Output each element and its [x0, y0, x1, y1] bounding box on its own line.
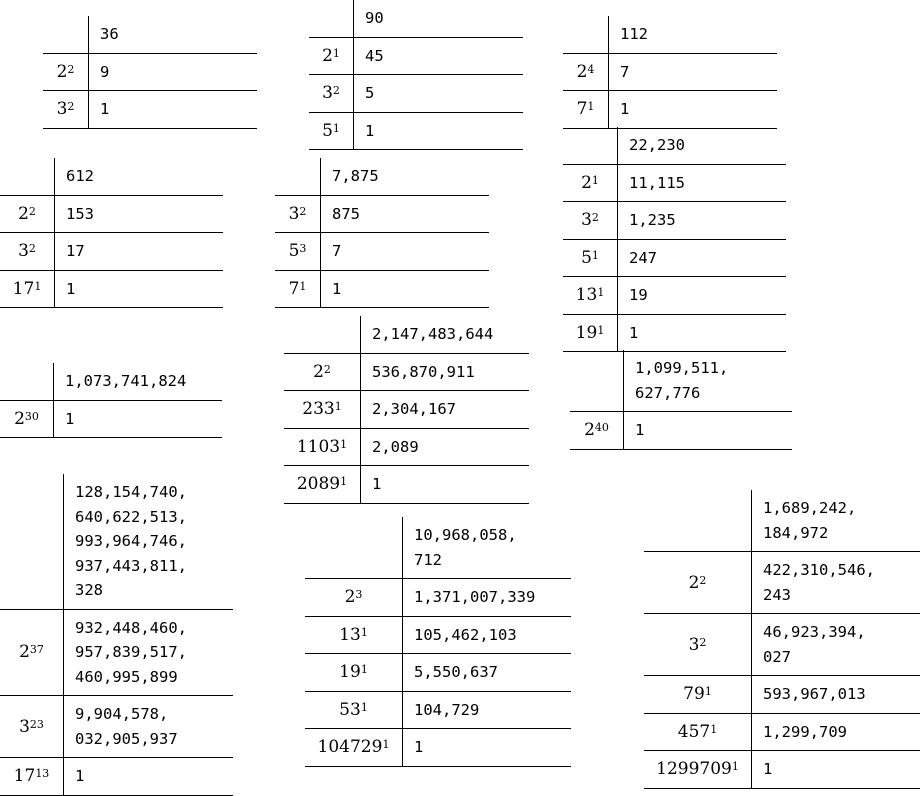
quotient-cell: [321, 233, 489, 270]
value-line: 1: [66, 279, 76, 298]
prime-base: 1299709: [656, 759, 732, 780]
value-line: 932,448,460,: [75, 618, 187, 637]
factor-table-10968058712: [305, 517, 571, 767]
prime-base: 53: [339, 699, 361, 720]
factor-row: [563, 164, 786, 202]
quotient-cell: [403, 692, 571, 729]
prime-base: 17: [13, 766, 36, 787]
quotient-cell: [55, 196, 223, 233]
value-line-cont: 184,972: [763, 523, 829, 542]
empty-factor-cell: [309, 0, 354, 37]
quotient-cell: [361, 354, 529, 391]
number-cell: [55, 158, 223, 195]
prime-power: 457 $^1$: [644, 714, 752, 751]
factor-row: [563, 276, 786, 314]
factor-row: [0, 609, 233, 696]
quotient-cell: [64, 758, 233, 795]
value-line-cont: 627,776: [635, 383, 701, 402]
prime-power: 2 $^1$: [563, 165, 618, 202]
value-line-cont: 993,964,746,: [75, 532, 187, 550]
quotient-cell: [55, 271, 223, 308]
quotient-cell: [609, 91, 777, 128]
factor-row: [0, 195, 223, 233]
prime-base: 19: [575, 322, 598, 343]
prime-base: 19: [339, 662, 361, 683]
empty-factor-cell: [305, 517, 403, 578]
value-line: 19: [629, 286, 648, 304]
quotient-cell: [609, 54, 777, 91]
prime-power: 2 $^3$: [305, 579, 403, 616]
value-line: 247: [629, 248, 657, 267]
value-line: 536,870,911: [372, 362, 475, 381]
factor-table-2147483644: [284, 316, 529, 504]
factor-row: [563, 239, 786, 277]
factor-row: [275, 195, 489, 233]
empty-factor-cell: [284, 316, 361, 353]
value-line: 17: [66, 242, 85, 260]
factor-table-2pow40: [570, 350, 792, 450]
prime-power: 79 $^1$: [644, 676, 752, 713]
number-cell: [361, 316, 529, 353]
header-row: [0, 363, 222, 400]
value-line-cont: 712: [414, 550, 442, 569]
prime-base: 3: [288, 203, 300, 224]
value-line-cont: 032,905,937: [75, 729, 178, 748]
value-line: 1,099,511,: [635, 359, 729, 377]
factor-table-22230: [563, 127, 786, 352]
value-line: 45: [365, 46, 384, 65]
factor-row: [305, 578, 571, 616]
prime-base: 13: [339, 624, 361, 645]
value-line: 90: [365, 9, 384, 27]
value-line: 1,073,741,824: [65, 372, 187, 390]
factor-row: [644, 713, 920, 751]
prime-base: 2089: [296, 474, 341, 495]
empty-factor-cell: [275, 158, 321, 195]
factor-row: [563, 314, 786, 353]
factor-table-7875: [275, 158, 489, 308]
prime-power: 233 $^1$: [284, 391, 361, 428]
quotient-cell: [361, 466, 529, 503]
prime-base: 2: [18, 203, 29, 224]
value-line: 128,154,740,: [75, 483, 187, 501]
value-line-cont: 243: [763, 585, 791, 604]
prime-base: 5: [288, 241, 300, 262]
value-line: 10,968,058,: [414, 526, 517, 544]
prime-base: 7: [576, 99, 588, 120]
prime-base: 2: [19, 642, 30, 663]
prime-power: 3 $^2$: [563, 202, 618, 239]
prime-power: 3 $^2$: [309, 75, 354, 112]
prime-base: 2: [56, 61, 68, 82]
number-cell: [64, 474, 233, 609]
prime-power: 2089 $^1$: [284, 466, 361, 503]
prime-power: 2 $^{30}$: [0, 401, 54, 438]
factor-row: [570, 411, 792, 450]
number-cell: [54, 363, 222, 400]
quotient-cell: [618, 165, 786, 202]
factor-row: [0, 757, 233, 796]
factor-row: [309, 74, 523, 112]
prime-power: 2 $^2$: [644, 552, 752, 613]
value-line-cont: 640,622,513,: [75, 507, 187, 526]
value-line: 22,230: [629, 136, 685, 154]
value-line-cont: 460,995,899: [75, 667, 178, 686]
value-line: 46,923,394,: [763, 623, 866, 641]
value-line: 153: [66, 204, 94, 223]
value-line: 1,371,007,339: [414, 588, 536, 606]
value-line: 105,462,103: [414, 625, 517, 644]
quotient-cell: [354, 75, 523, 112]
prime-base: 2: [581, 172, 592, 193]
factor-row: [305, 691, 571, 729]
quotient-cell: [403, 579, 571, 616]
factor-row: [563, 201, 786, 239]
prime-base: 2: [14, 408, 25, 429]
value-line: 1: [635, 421, 645, 439]
factor-row: [43, 90, 257, 129]
value-line: 9: [100, 62, 110, 81]
value-line-cont: 027: [763, 647, 791, 666]
prime-base: 3: [18, 241, 29, 262]
value-line: 7,875: [332, 167, 379, 185]
prime-power: 3 $^2$: [43, 91, 89, 128]
number-cell: [354, 0, 523, 37]
value-line: 1,299,709: [763, 722, 847, 741]
quotient-cell: [321, 271, 489, 308]
prime-power: 5 $^1$: [309, 113, 354, 150]
prime-base: 7: [288, 278, 300, 299]
quotient-cell: [54, 401, 222, 438]
quotient-cell: [403, 729, 571, 766]
number-cell: [752, 490, 920, 551]
quotient-cell: [55, 233, 223, 270]
header-row: [644, 490, 920, 551]
factor-row: [0, 270, 223, 309]
factor-row: [644, 551, 920, 613]
quotient-cell: [321, 196, 489, 233]
prime-power: 7 $^1$: [275, 271, 321, 308]
value-line-cont: 937,443,811,: [75, 556, 187, 575]
quotient-cell: [618, 240, 786, 277]
prime-base: 5: [322, 120, 333, 141]
value-line: 11,115: [629, 173, 685, 192]
factor-row: [644, 750, 920, 789]
prime-power: 2 $^2$: [284, 354, 361, 391]
value-line: 2,147,483,644: [372, 325, 494, 343]
factor-row: [275, 232, 489, 270]
prime-base: 2: [344, 587, 356, 608]
value-line: 1: [75, 767, 85, 785]
prime-power: 3 $^2$: [0, 233, 55, 270]
value-line: 1: [620, 100, 630, 118]
prime-base: 3: [19, 716, 30, 737]
factor-table-90: [309, 0, 523, 150]
quotient-cell: [354, 38, 523, 75]
prime-base: 17: [12, 278, 35, 299]
prime-base: 2: [322, 45, 333, 66]
prime-power: 104729 $^1$: [305, 729, 403, 766]
value-line: 1: [332, 279, 342, 298]
number-cell: [609, 16, 777, 53]
prime-base: 1103: [296, 436, 341, 457]
prime-power: 13 $^1$: [305, 617, 403, 654]
factor-table-1689242184972: [644, 490, 920, 789]
factor-row: [0, 400, 222, 439]
prime-power: 5 $^1$: [563, 240, 618, 277]
quotient-cell: [89, 91, 257, 128]
header-row: [570, 350, 792, 411]
value-line: 2,304,167: [372, 400, 456, 418]
prime-power: 7 $^1$: [563, 91, 609, 128]
value-line: 9,904,578,: [75, 705, 169, 723]
header-row: [0, 158, 223, 195]
empty-factor-cell: [563, 16, 609, 53]
quotient-cell: [354, 113, 523, 150]
empty-factor-cell: [563, 127, 618, 164]
prime-base: 457: [677, 721, 711, 742]
empty-factor-cell: [644, 490, 752, 551]
value-line: 593,967,013: [763, 685, 866, 703]
header-row: [43, 16, 257, 53]
factor-row: [0, 695, 233, 757]
prime-power: 17 $^{13}$: [0, 758, 64, 795]
factor-table-128154740: [0, 474, 233, 796]
value-line: 104,729: [414, 700, 480, 719]
value-line-cont: 957,839,517,: [75, 643, 187, 661]
prime-power: 13 $^1$: [563, 277, 618, 314]
empty-factor-cell: [0, 158, 55, 195]
number-cell: [89, 16, 257, 53]
number-cell: [624, 350, 792, 411]
prime-power: 3 $^2$: [644, 614, 752, 675]
prime-power: 1103 $^1$: [284, 429, 361, 466]
factor-row: [644, 613, 920, 675]
value-line: 5,550,637: [414, 663, 498, 681]
prime-power: 2 $^4$: [563, 54, 609, 91]
quotient-cell: [361, 429, 529, 466]
factor-row: [284, 390, 529, 428]
value-line: 2,089: [372, 437, 419, 456]
factor-row: [284, 353, 529, 391]
quotient-cell: [752, 676, 920, 713]
prime-power: 2 $^1$: [309, 38, 354, 75]
prime-base: 79: [683, 684, 705, 705]
value-line: 1: [763, 760, 773, 778]
quotient-cell: [403, 654, 571, 691]
prime-base: 5: [581, 247, 592, 268]
header-row: [563, 16, 777, 53]
quotient-cell: [64, 696, 233, 757]
number-cell: [321, 158, 489, 195]
header-row: [309, 0, 523, 37]
prime-power: 5 $^3$: [275, 233, 321, 270]
quotient-cell: [752, 614, 920, 675]
quotient-cell: [752, 714, 920, 751]
prime-power: 3 $^2$: [275, 196, 321, 233]
factor-table-2pow30: [0, 363, 222, 438]
number-cell: [618, 127, 786, 164]
prime-power: 53 $^1$: [305, 692, 403, 729]
prime-power: 2 $^2$: [0, 196, 55, 233]
empty-factor-cell: [0, 474, 64, 609]
empty-factor-cell: [43, 16, 89, 53]
factor-row: [309, 112, 523, 151]
factor-row: [563, 53, 777, 91]
factor-row: [305, 616, 571, 654]
prime-power: 19 $^1$: [563, 315, 618, 352]
factor-table-36: [43, 16, 257, 129]
value-line: 422,310,546,: [763, 561, 875, 579]
value-line: 1: [414, 738, 424, 756]
prime-base: 233: [302, 399, 335, 420]
header-row: [305, 517, 571, 578]
quotient-cell: [361, 391, 529, 428]
empty-factor-cell: [570, 350, 624, 411]
header-row: [0, 474, 233, 609]
value-line: 1,689,242,: [763, 499, 857, 517]
prime-base: 3: [581, 210, 592, 231]
value-line: 7: [332, 242, 342, 260]
header-row: [275, 158, 489, 195]
quotient-cell: [618, 277, 786, 314]
quotient-cell: [752, 552, 920, 613]
number-cell: [403, 517, 571, 578]
factor-row: [644, 675, 920, 713]
factor-table-112: [563, 16, 777, 129]
prime-base: 2: [688, 572, 700, 593]
quotient-cell: [618, 202, 786, 239]
prime-base: 2: [576, 61, 588, 82]
prime-power: 1299709 $^1$: [644, 751, 752, 788]
value-line: 5: [365, 84, 375, 102]
prime-power: 19 $^1$: [305, 654, 403, 691]
value-line: 1: [100, 100, 110, 118]
factor-row: [284, 428, 529, 466]
header-row: [563, 127, 786, 164]
prime-power: 3 $^{23}$: [0, 696, 64, 757]
prime-power: 2 $^{37}$: [0, 610, 64, 696]
value-line-cont: 328: [75, 581, 103, 599]
value-line: 612: [66, 167, 94, 185]
factor-row: [563, 90, 777, 129]
value-line: 7: [620, 62, 630, 81]
quotient-cell: [618, 315, 786, 352]
quotient-cell: [89, 54, 257, 91]
factor-row: [275, 270, 489, 309]
prime-power: 2 $^{40}$: [570, 412, 624, 449]
prime-base: 3: [322, 83, 333, 104]
prime-power: 2 $^2$: [43, 54, 89, 91]
value-line: 875: [332, 204, 360, 223]
value-line: 36: [100, 25, 119, 43]
value-line: 1: [372, 475, 382, 493]
quotient-cell: [624, 412, 792, 449]
factor-table-612: [0, 158, 223, 308]
factor-row: [309, 37, 523, 75]
factor-row: [305, 728, 571, 767]
quotient-cell: [64, 610, 233, 696]
factor-row: [43, 53, 257, 91]
value-line: 1: [365, 121, 375, 140]
prime-base: 104729: [317, 737, 383, 758]
prime-base: 3: [56, 99, 68, 120]
quotient-cell: [752, 751, 920, 788]
prime-base: 3: [688, 634, 700, 655]
value-line: 1,235: [629, 211, 676, 229]
prime-base: 2: [584, 420, 595, 441]
value-line: 112: [620, 25, 648, 43]
factor-row: [0, 232, 223, 270]
header-row: [284, 316, 529, 353]
prime-power: 17 $^1$: [0, 271, 55, 308]
value-line: 1: [65, 409, 75, 428]
factor-row: [305, 653, 571, 691]
factor-row: [284, 465, 529, 504]
prime-base: 2: [313, 361, 324, 382]
value-line: 1: [629, 323, 639, 342]
quotient-cell: [403, 617, 571, 654]
prime-base: 13: [575, 285, 598, 306]
empty-factor-cell: [0, 363, 54, 400]
